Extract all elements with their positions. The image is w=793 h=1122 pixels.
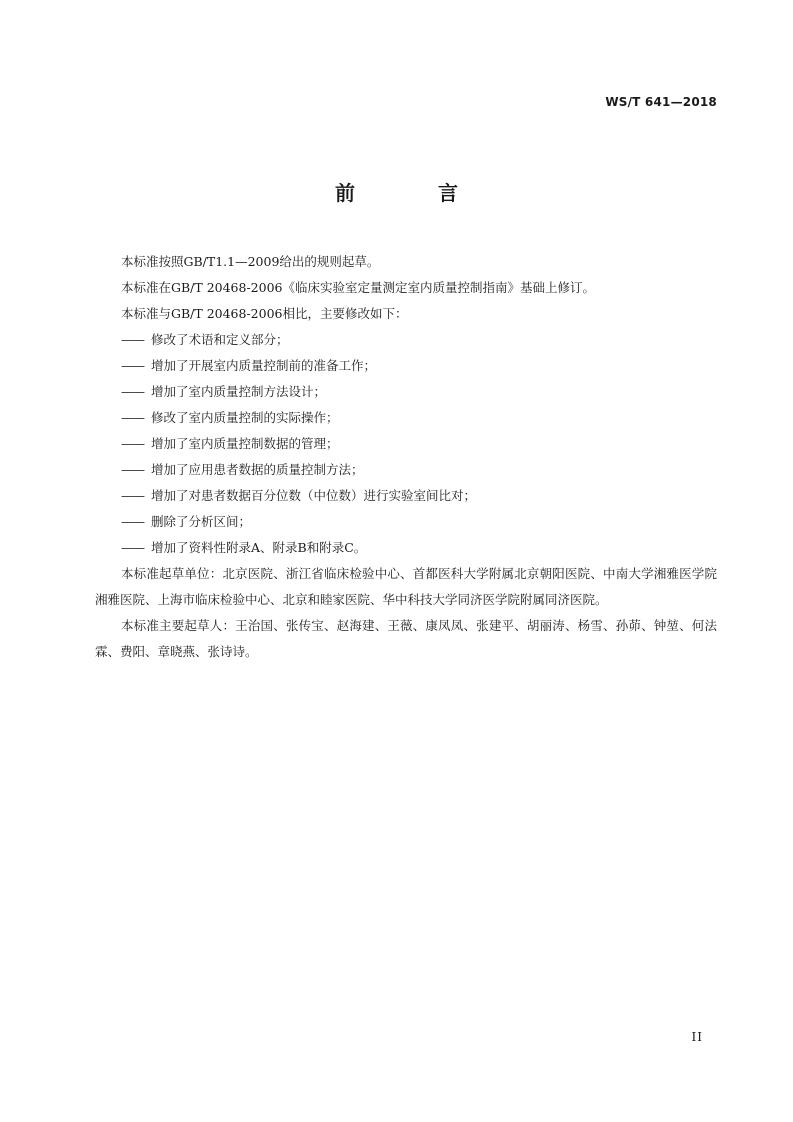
list-item-text: 增加了室内质量控制方法设计； bbox=[150, 384, 326, 399]
list-item bbox=[95, 405, 717, 431]
list-item bbox=[95, 483, 717, 509]
list-item-text: 增加了资料性附录A、附录B和附录C。 bbox=[150, 540, 367, 555]
list-item bbox=[95, 509, 717, 535]
list-item-text: 增加了对患者数据百分位数（中位数）进行实验室间比对； bbox=[150, 488, 476, 503]
list-item-text: 增加了室内质量控制数据的管理； bbox=[150, 436, 339, 451]
dash-marker: —— bbox=[121, 436, 144, 451]
changes-list bbox=[95, 327, 717, 561]
page-title: 前 言 bbox=[335, 181, 496, 205]
list-item bbox=[95, 353, 717, 379]
list-item-text: 修改了室内质量控制的实际操作； bbox=[150, 410, 339, 425]
list-item-text: 增加了应用患者数据的质量控制方法； bbox=[150, 462, 364, 477]
dash-marker: —— bbox=[121, 540, 144, 555]
dash-marker: —— bbox=[121, 488, 144, 503]
list-item-text: 增加了开展室内质量控制前的准备工作； bbox=[150, 358, 376, 373]
list-item-text: 删除了分析区间； bbox=[150, 514, 251, 529]
paragraph-drafting-rules: 本标准按照GB/T1.1—2009给出的规则起草。 bbox=[121, 254, 380, 269]
foreword-body bbox=[95, 249, 717, 665]
list-item bbox=[95, 431, 717, 457]
dash-marker: —— bbox=[121, 462, 144, 477]
list-item-text: 修改了术语和定义部分； bbox=[150, 332, 289, 347]
dash-marker: —— bbox=[121, 332, 144, 347]
dash-marker: —— bbox=[121, 514, 144, 529]
list-item bbox=[95, 457, 717, 483]
page-number: II bbox=[691, 1030, 703, 1044]
paragraph-changes-intro: 本标准与GB/T 20468-2006相比，主要修改如下： bbox=[121, 306, 408, 321]
list-item bbox=[95, 379, 717, 405]
paragraph-revision-basis: 本标准在GB/T 20468-2006《临床实验室定量测定室内质量控制指南》基础上修订。 bbox=[121, 280, 595, 295]
dash-marker: —— bbox=[121, 384, 144, 399]
paragraph-drafting-units: 本标准起草单位：北京医院、浙江省临床检验中心、首都医科大学附属北京朝阳医院、中南大学湘雅医学院湘雅医院、上海市临床检验中心、北京和睦家医院、华中科技大学同济医学院附属同济医院。 bbox=[95, 566, 717, 607]
document-code: WS/T 641—2018 bbox=[605, 95, 717, 109]
paragraph-drafters: 本标准主要起草人：王治国、张传宝、赵海建、王薇、康凤凤、张建平、胡丽涛、杨雪、孙茆、钟堃、何法霖、费阳、章晓燕、张诗诗。 bbox=[95, 618, 717, 659]
dash-marker: —— bbox=[121, 358, 144, 373]
list-item bbox=[95, 327, 717, 353]
list-item bbox=[95, 535, 717, 561]
dash-marker: —— bbox=[121, 410, 144, 425]
